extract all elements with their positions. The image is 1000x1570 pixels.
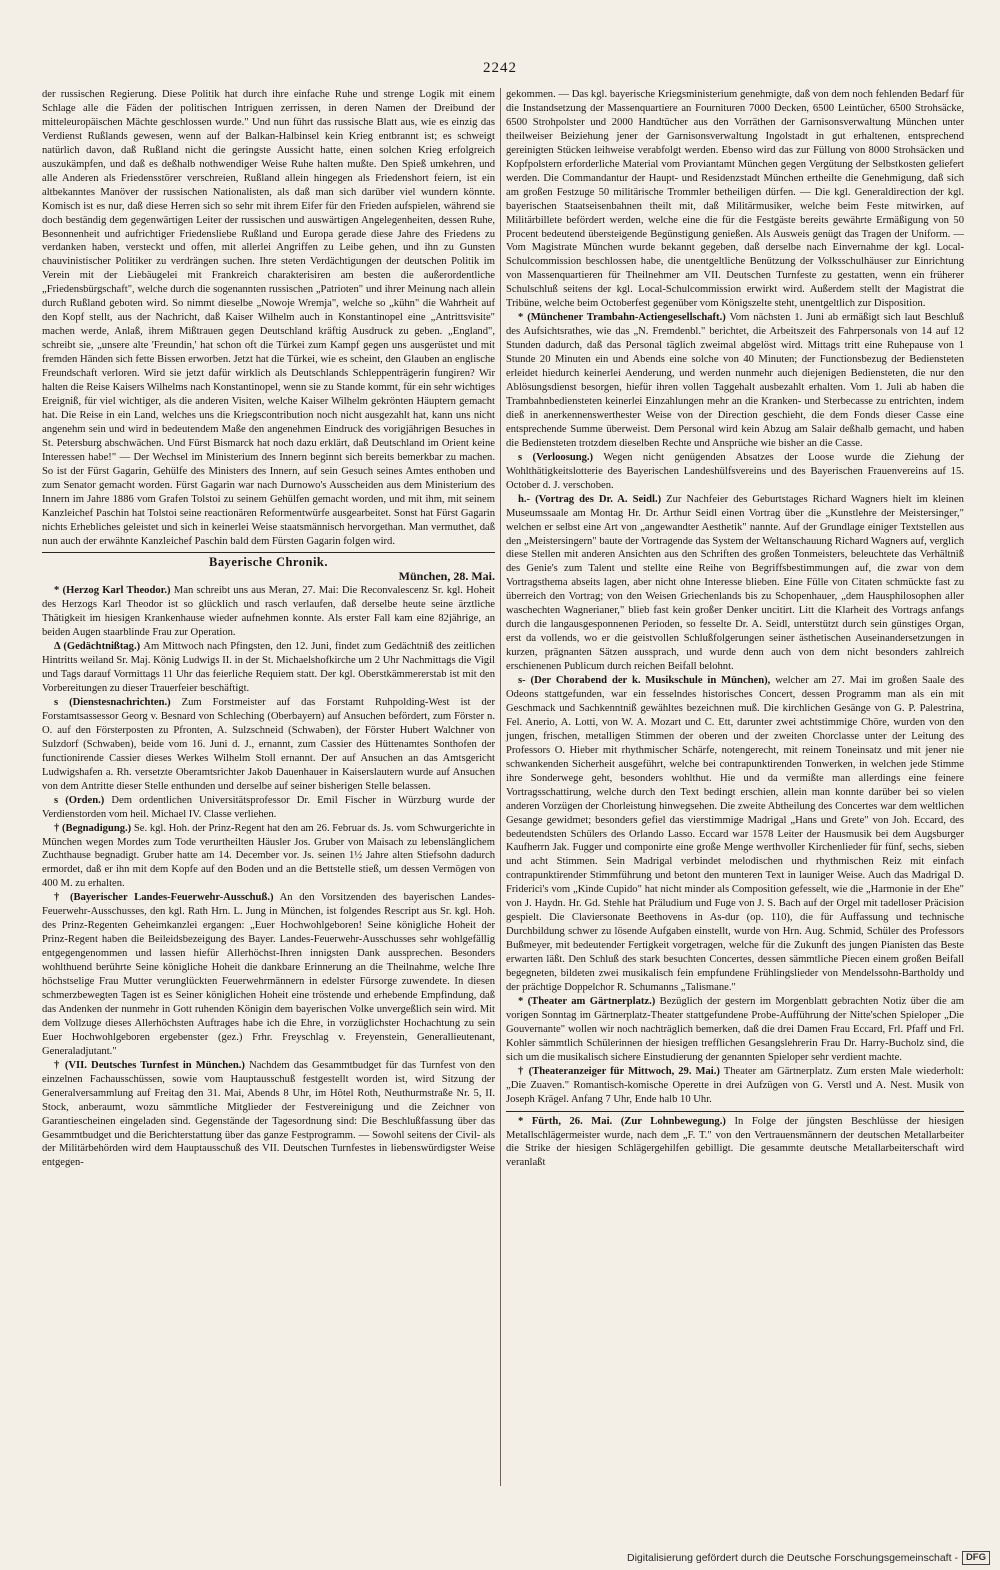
news-item-title: * (Theater am Gärtnerplatz.) [518, 995, 656, 1007]
news-item-title: † (VII. Deutsches Turnfest in München.) [54, 1059, 245, 1071]
column-divider [500, 88, 501, 1486]
news-item-body: Am Mittwoch nach Pfingsten, den 12. Juni, findet zum Gedächtniß des zeitlichen Hintritts weiland Sr. Maj. König Ludwigs II. in der St. Michaelshofkirche um 2 Uhr Nachmittags die Vigil und Tags darauf Vormittags 11 Uhr das feierliche Requiem statt. Der kgl. Oberstkämmererstab ist mit den Vorbereitungen zu dieser Trauerfeier beschäftigt. [42, 641, 495, 695]
news-item-title: s (Orden.) [54, 794, 105, 806]
news-item-turnfest [42, 1059, 495, 1171]
news-item-begnadigung [42, 822, 495, 892]
dfg-logo: DFG [962, 1551, 990, 1565]
news-item-musikschule [506, 674, 964, 995]
news-item-body: Vom nächsten 1. Juni ab ermäßigt sich laut Beschluß des Aufsichtsrathes, wie das „N. Fremdenbl." berichtet, die Arbeitszeit des Fahrpersonals von 14 auf 12 Stunden dadurch, daß das Personal täglich zweimal abgelöst wird. Mittags tritt eine Ruhepause von 1 Stunde 20 Minuten ein und Abends eine solche von 40 Minuten; der Functionsbezug der Bediensteten erleidet hiedurch keinerlei Aenderung, und werden nunmehr auch diejenigen Bediensteten, die nur den Ablösungsdienst besorgen, hiefür ihren vollen Taggehalt ausbezahlt erhalten. Vom 1. Juli ab haben die Trambahnbediensteten keinerlei Einzahlungen mehr an die Kranken- und Sterbecasse zu entrichten, indem dieß in anerkennenswerthester Weise von der Direction geschieht, die dem Fonds dieser Casse eine entsprechende Summe überweist. Dem Personal wird kein Abzug am Salair deßhalb gemacht, und haben die Bediensteten trotzdem dieselben Rechte und Ansprüche wie bisher an die Casse. [506, 312, 964, 449]
news-item-body: In Folge der jüngsten Beschlüsse der hiesigen Metallschlägermeister wurde, nach dem „F. T." von den Vertrauensmännern der deutschen Metallarbeiter die Strike der hiesigen Schlägergehilfen gebilligt. Die gesammte deutsche Metallarbeiterschaft wird veranlaßt [506, 1115, 964, 1169]
news-item-theateranzeiger [506, 1065, 964, 1107]
news-item-title: † (Bayerischer Landes-Feuerwehr-Ausschuß.) [54, 892, 274, 904]
section-divider [42, 552, 495, 553]
news-item-body: Dem ordentlichen Universitätsprofessor Dr. Emil Fischer in Würzburg wurde der Verdienstorden vom heil. Michael IV. Classe verliehen. [42, 794, 495, 820]
news-item-body: Zum Forstmeister auf das Forstamt Ruhpolding-West ist der Forstamtsassessor Georg v. Besnard von Schleching (Oberbayern) auf Ansuchen befördert, zum Förster n. O. auf den Försterposten zu Pfronten, A. Sulzschneid (Schwaben), der Förster Hubert Walchner von Sulzdorf (Schwaben), beide vom 16. Juni d. J., ernannt, zum Cassier des Hüttenamtes Sonthofen der functionirende Cassier dieses Werkes Wilhelm Stoll ernannt. Der auf Ansuchen an das Amtsgericht Ludwigshafen a. Rh. versetzte Oberamtsrichter Jakob Dauenhauer in Kaiserslautern wurde auf Ansuchen von dem Antritte dieser Stelle enthunden und derselbe auf seiner bisherigen Stelle belassen. [42, 696, 495, 792]
news-item-body: Se. kgl. Hoh. der Prinz-Regent hat den am 26. Februar ds. Js. vom Schwurgerichte in München wegen Mordes zum Tode verurtheilten Häusler Jos. Gruber von Maisach zu lebenslänglichem Zuchthause begnadigt. Gruber hatte am 14. December vor. Js. seinen 1½ Jahre alten Stiefsohn dadurch ermordet, daß er ihn mit dem Kopfe auf den Boden und an die Bettstelle stieß, um dessen Vermögen von 400 M. zu erhalten. [42, 822, 495, 890]
right-column [506, 88, 964, 1170]
left-column [42, 88, 495, 1170]
news-item-title: * (Herzog Karl Theodor.) [54, 585, 171, 597]
news-item-title: Δ (Gedächtnißtag.) [54, 641, 141, 653]
news-item-body: Theater am Gärtnerplatz. Zum ersten Male wiederholt: „Die Zuaven." Romantisch-komische Operette in drei Aufzügen von G. Verstl und A. Nest. Musik von Joseph Krägel. Anfang 7 Uhr, Ende halb 10 Uhr. [506, 1065, 964, 1105]
news-item-gaertnerplatz [506, 995, 964, 1065]
section-divider [506, 1111, 964, 1112]
news-item-gedaechtnis [42, 640, 495, 696]
news-item-title: h.- (Vortrag des Dr. A. Seidl.) [518, 493, 662, 505]
news-item-verloosung [506, 451, 964, 493]
news-item-vortrag [506, 493, 964, 674]
news-item-trambahn [506, 311, 964, 451]
news-item-herzog [42, 584, 495, 640]
news-item-body: Zur Nachfeier des Geburtstages Richard Wagners hielt im kleinen Museumssaale am Montag Hr. Dr. Arthur Seidl einen Vortrag über die „Kunstlehre der Meistersinger," welchen er selbst eine Art von „angewandter Aesthetik" nannte. Auf der Grundlage einiger Textstellen aus den „Meistersingern" baute der Vortragende das System der Weltanschauung Richard Wagners auf, verglich diese Stellen mit anderen Ansichten aus den Schriften des großen Tonmeisters, beleuchtete das Verhältniß des Genie's zum Talent und stellte eine Reihe von Begriffsbestimmungen auf, die zwar von dem Vortragsthema abseits lagen, aber nicht ohne Interesse blieben. Eine Fülle von Citaten schmückte fast zu überreich den Vortrag; von den Weisen Griechenlands bis zu Schopenhauer, „dem Hausphilosophen aller waschechten Wagnerianer," blieb fast kein großer Denker uncitirt. Litt die Klarheit des Vortrags anfangs durch die langausgesponnenen Perioden, so fesselte Dr. A. Seidl, unterstützt durch sein günstiges Organ, erst da vollends, wo er die geistvollen Schlußfolgerungen seiner ästhetischen Auseinandersetzungen in kurzen, prägnanten Sätzen aussprach, und wurde denn auch von dem nicht besonders zahlreich erschienenen Publicum durch reichen Beifall belohnt. [506, 493, 964, 673]
news-item-title: s (Verloosung.) [518, 451, 594, 463]
section-heading: Bayerische Chronik. [209, 555, 328, 570]
news-item-dienst [42, 696, 495, 794]
dateline: München, 28. Mai. [398, 569, 495, 584]
news-item-title: † (Begnadigung.) [54, 822, 132, 834]
article-turnfest-continued: gekommen. — Das kgl. bayerische Kriegsministerium genehmigte, daß von dem noch fehlenden Bedarf für die Instandsetzung der Massenquartiere an Fournituren 7000 Decken, 6500 Leintücher, 6500 Strohsäcke, 6500 Strohpolster und 2000 Handtücher aus den Vorräthen der Garnisonsverwaltung München unter theilweiser Beiziehung jener der Garnisonsverwaltung Ingolstadt in gut erhaltenen, entsprechend gereinigten Stücken leihweise verabfolgt werden. Ebenso wird das zur Füllung von 8000 Strohsäcken und Kopfpolstern erforderliche Material vom Proviantamt München gegen Vergütung der Selbstkosten geliefert werden. Die Commandantur der Haupt- und Residenzstadt München ertheilte die Genehmigung, daß sich am großen Festzuge 50 militärische Trommler betheiligen dürfen. — Die kgl. Generaldirection der kgl. bayerischen Staatseisenbahnen theilt mit, daß Militärmusiker, welche beim Feste mitwirken, auf Militärbillete befördert werden, welche eine die für die Festgäste bereits gewährte Ermäßigung von 50 Procent bedeutend übersteigende Begünstigung genießen. Als Ausweis genügt das Tragen der Uniform. — Vom Magistrate München wurde bekannt gegeben, daß derselbe nach Einvernahme der kgl. Local-Schulcommission beschlossen habe, die unentgeltliche Benützung der Volksschulhäuser zur Einrichtung von Massenquartieren für Theilnehmer am VII. Deutschen Turnfeste zu gestatten, wenn ein früherer Schulschluß seitens der kgl. Local-Schulcommission erwirkt wird. Außerdem stellt der Magistrat die Tribüne, welche beim Octoberfest gegenüber vom Königszelte steht, unentgeltlich zur Disposition. [506, 89, 964, 310]
news-item-title: s- (Der Chorabend der k. Musikschule in München), [518, 675, 771, 687]
footer-text: Digitalisierung gefördert durch die Deutsche Forschungsgemeinschaft - [627, 1552, 958, 1564]
article-russian-politics: der russischen Regierung. Diese Politik hat durch ihre einfache Ruhe und strenge Logik mit einem Schlage alle die Fäden der politischen Intriguen zerrissen, in deren Namen der Dreibund der mitteleuropäischen Mächte geschlossen wurde." Und nun führt das russische Blatt aus, wie es einzig das Verdienst Rußlands gewesen, wenn auf der Balkan-Halbinsel kein Krieg entbrannt ist; es schweigt natürlich davon, daß Rußland nicht die geringste Aussicht hatte, einen solchen Krieg erfolgreich auszukämpfen, und daß es deßhalb nothwendiger Weise Ruhe halten mußte. Den Spieß umkehren, und alle Anderen als Friedensstörer verschreien, Rußland allein hingegen als Friedenshort feiern, ist ein altbekanntes Manöver der russischen Nationalisten, als daß man sich darüber viel wundern könnte. Komisch ist es nur, daß diese Herren sich so sehr mit ihrem Eifer für den Frieden aufspielen, während sie doch beständig dem gegenwärtigen Leiter der russischen und auswärtigen Angelegenheiten, dessen Ruhe, Besonnenheit und aufrichtiger Friedensliebe Rußland und Europa gerade diese Jahre des Friedens zu verdanken haben, versteckt und offen, mit allerlei Angriffen zu Leibe gehen, und ihn zu Gunsten chauvinistischer Politiker zu verdrängen suchen. Ihre steten Verdächtigungen der deutschen Politik im Verein mit der Liebäugelei mit Frankreich charakterisiren am besten die außerordentliche „Friedensbürgschaft", welche durch die sogenannten russischen „Patrioten" und ihrer Meinung nach allein durch Rußland geboten wird. So nimmt dieselbe „Nowoje Wremja", welche so „kühn" die Wahrheit auf den Kopf stellt, aus der Nachricht, daß Kaiser Wilhelm auch in Konstantinopel eine „Antrittsvisite" machen werde, Anlaß, ihrem Mißtrauen gegen Deutschland kräftig Ausdruck zu geben. „England", schreibt sie, „unsere alte 'Freundin,' hat schon oft die Türkei zum Kampf gegen uns ausgerüstet und mit fremden Händen sich fette Bissen erworben. Jetzt hat die Türkei, wie es scheint, den Glauben an englische Freundschaft verloren. Wird sie jetzt dafür wirklich als Deutschlands Schleppenträgerin fungiren? Wir halten die Reise Kaisers Wilhelms nach Konstantinopel, wenn sie zu Stande kommt, für ein sehr wichtiges Ereigniß, für viel wichtiger, als die anderen Visiten, welche Kaiser Wilhelm gekrönten Häuptern gemacht hat. Die Reise in ein Land, welches uns die Kriegscontribution noch nicht ausgezahlt hat, kann uns nicht angenehm sein und wird in bedeutendem Maße den angenehmen Eindruck des vorigjährigen Besuches in St. Petersburg abschwächen. Und Fürst Bismarck hat noch dazu erklärt, daß Deutschland im Orient keine Interessen habe!" — Der Wechsel im Ministerium des Innern beginnt sich bereits bemerkbar zu machen. So ist der Fürst Gagarin, Gehülfe des Ministers des Innern, auf sein Gesuch seines Amtes enthoben und zum Senator gemacht worden. Fürst Gagarin war nach Durnowo's Ausscheiden aus dem Ministerium des Innern im Jahre 1886 vom Grafen Tolstoi zu seinem Gehülfen gemacht worden, und mit ihm, mit seinem Kanzleichef Paschin hat Tolstoi seine reactionären Reformentwürfe ausgearbeitet. Sonst hat Fürst Gagarin nichts Erhebliches geleistet und sich in keinerlei Weise staatsmännisch hervorgethan. Man vermuthet, daß nun auch der erwähnte Kanzleichef Paschin bald dem Fürsten Gagarin folgen wird. [42, 89, 495, 547]
news-item-title: * Fürth, 26. Mai. (Zur Lohnbewegung.) [518, 1115, 726, 1127]
news-item-feuerwehr [42, 891, 495, 1058]
news-item-body: Nachdem das Gesammtbudget für das Turnfest von den einzelnen Fachausschüssen, sowie vom Hauptausschuß festgestellt worden ist, wird Sitzung der Generalversammlung auf Freitag den 31. Mai, Abends 8 Uhr, im Hôtel Roth, Neuthurmstraße Nr. 5, II. Stock, anberaumt, wozu sämmtliche Mitglieder der Festvereinigung und die Zeichner von Garantiescheinen eingeladen sind. Gegenstände der Tagesordnung sind: Die Beschlußfassung über das Gesammtbudget und die Berichterstattung über das ganze Festprogramm. — Sowohl seitens der Civil- als der Militärbehörden wird dem Hauptausschuß des VII. Deutschen Turnfestes in liebenswürdigster Weise entgegen- [42, 1059, 495, 1169]
news-item-title: † (Theateranzeiger für Mittwoch, 29. Mai.) [518, 1065, 720, 1077]
digitization-footer [580, 1550, 990, 1566]
news-item-fuerth [506, 1115, 964, 1171]
news-item-body: Bezüglich der gestern im Morgenblatt gebrachten Notiz über die am vorigen Sonntag im Gärtnerplatz-Theater stattgefundene Probe-Aufführung der Nitte'schen Spieloper „Die Gouvernante" wollen wir noch nachträglich bemerken, daß die drei Damen Frau Eccard, Frl. Pfaff und Frl. Kohler sämmtlich Schülerinnen der hiesigen trefflichen Gesangslehrerin Frau Dr. Harry-Bucholz sind, die sich um die musikalisch sichere Einstudierung der genannten Spieloper sehr verdient machte. [506, 995, 964, 1063]
news-item-title: * (Münchener Trambahn-Actiengesellschaft.) [518, 312, 726, 324]
news-item-orden [42, 794, 495, 822]
news-item-body: welcher am 27. Mai im großen Saale des Odeons stattgefunden, war ein fesselndes historisches Concert, dessen Programm man als ein mit Geschmack und Sachkenntniß gewähltes bezeichnen muß. Die kirchlichen Gesänge von G. P. Palestrina, Fel. Anerio, A. Lotti, von W. A. Mozart und C. Ett, darunter zwei achtstimmige Chöre, wurden von den jungen, frischen, metalligen Stimmen der oberen und der zweiten Chorclasse unter der Leitung des Professors O. Hieber mit rhythmischer Schärfe, notengerecht, mit reinem Toneinsatz und mit jener nie schwankenden Sicherheit ausgeführt, welche bei contrapunktirenden Tonwerken, in welchen jede Stimme ihre Sonderwege geht, besonders wohlthut. Hie und da vermißte man allerdings eine feinere Vortragsschattirung, welche durch den Text bedingt erschien, allein man konnte darüber bei so vielen anderen Vorzügen der Chorleistung hinwegsehen. Die zweite Abtheilung des Concertes war dem weltlichen Gesange gewidmet; besonders gefiel das vierstimmige Madrigal „Hans und Grete" von Joh. Eccard, des bedeutendsten Schülers des Orlando Lasso. Eccard war 1578 Leiter der Hausmusik bei dem Augsburger Kaufherrn Jak. Fugger und componirte eine große Menge werthvoller Kirchenlieder für fünf, sechs, sieben und acht Stimmen. Sein Madrigal verbindet melodischen und rhythmischen Reiz mit einfach contrapunktirender Stimmführung und betont den munteren Text in launiger Weise. Auch das Madrigal D. Friderici's vom „Kinde Cupido" hat nicht minder als Composition gefesselt, wie die „Harmonie in der Ehe" von J. Haydn. Hr. Gd. Stehle hat Präludium und Fuge von J. S. Bach auf der Orgel mit tadelloser Präcision gespielt. Die Claviersonate Beethovens in As-dur (op. 110), die für Auffassung und technische Durchbildung schwer zu lösende Aufgaben einstellt, wurde von Hrn. Aug. Schmid, Schüler des Professors Bußmeyer, mit bedeutender Fertigkeit vorgetragen, welche für die Zukunft des jungen Pianisten das Beste erwarten läßt. Den Schluß des stark besuchten Concertes, dessen sämmtliche Piecen einem großen Beifall begegneten, bildeten zwei musikalisch fein empfundene Frühlingslieder von Mendelssohn-Bartholdy und der prächtige Doppelchor R. Schumanns „Talismane." [506, 675, 964, 993]
news-item-body: Wegen nicht genügenden Absatzes der Loose wurde die Ziehung der Wohlthätigkeitslotterie des Bayerischen Landeshülfsvereins und des Bayerischen Frauenvereins auf 15. October d. J. verschoben. [506, 451, 965, 491]
page-number: 2242 [483, 60, 517, 76]
news-item-title: s (Dienstesnachrichten.) [54, 696, 171, 708]
news-item-body: Man schreibt uns aus Meran, 27. Mai: Die Reconvalescenz Sr. kgl. Hoheit des Herzogs Karl Theodor ist so glücklich und rasch verlaufen, daß derselbe heute seine ärztliche Thätigkeit im hiesigen Krankenhause wieder aufnehmen konnte. Als erster Fall kam eine 82jährige, an beiden Augen staarblinde Frau zur Operation. [42, 585, 495, 639]
news-item-body: An den Vorsitzenden des bayerischen Landes-Feuerwehr-Ausschusses, den kgl. Rath Hrn. L. Jung in München, ist folgendes Rescript aus Sr. kgl. Hoh. des Prinz-Regenten Geheimkanzlei ergangen: „Euer Hochwohlgeboren! Seine königliche Hoheit der Prinz-Regent haben die Beileidsbezeigung des Bayer. Landes-Feuerwehr-Ausschusses sehr wohlgefällig entgegengenommen und lassen hiefür Allerhöchst-Ihren innigsten Dank aussprechen. Besonders wohlthuend berührte Seine königliche Hoheit die dankbare Erinnerung an die Theilnahme, welche Ihre höchstselige Frau Mutter verunglückten Feuerwehrmännern in edelster Fürsorge zuwendete. In diesen schmerzbewegten Tagen ist es Seiner königlichen Hoheit eine tröstende und erhebende Empfindung, daß das Andenken der nunmehr in Gott ruhenden Königin dem bayerischen Volke unvergeßlich sein wird. Mit dem Vollzuge dieses Allerhöchsten Auftrages habe ich die Ehre, in vorzüglichster Hochachtung zu sein Euer Hochwohlgeboren ergebenster (gez.) Frhr. Freyschlag v. Freyenstein, Generallieutenant, Generaladjutant." [42, 892, 495, 1057]
